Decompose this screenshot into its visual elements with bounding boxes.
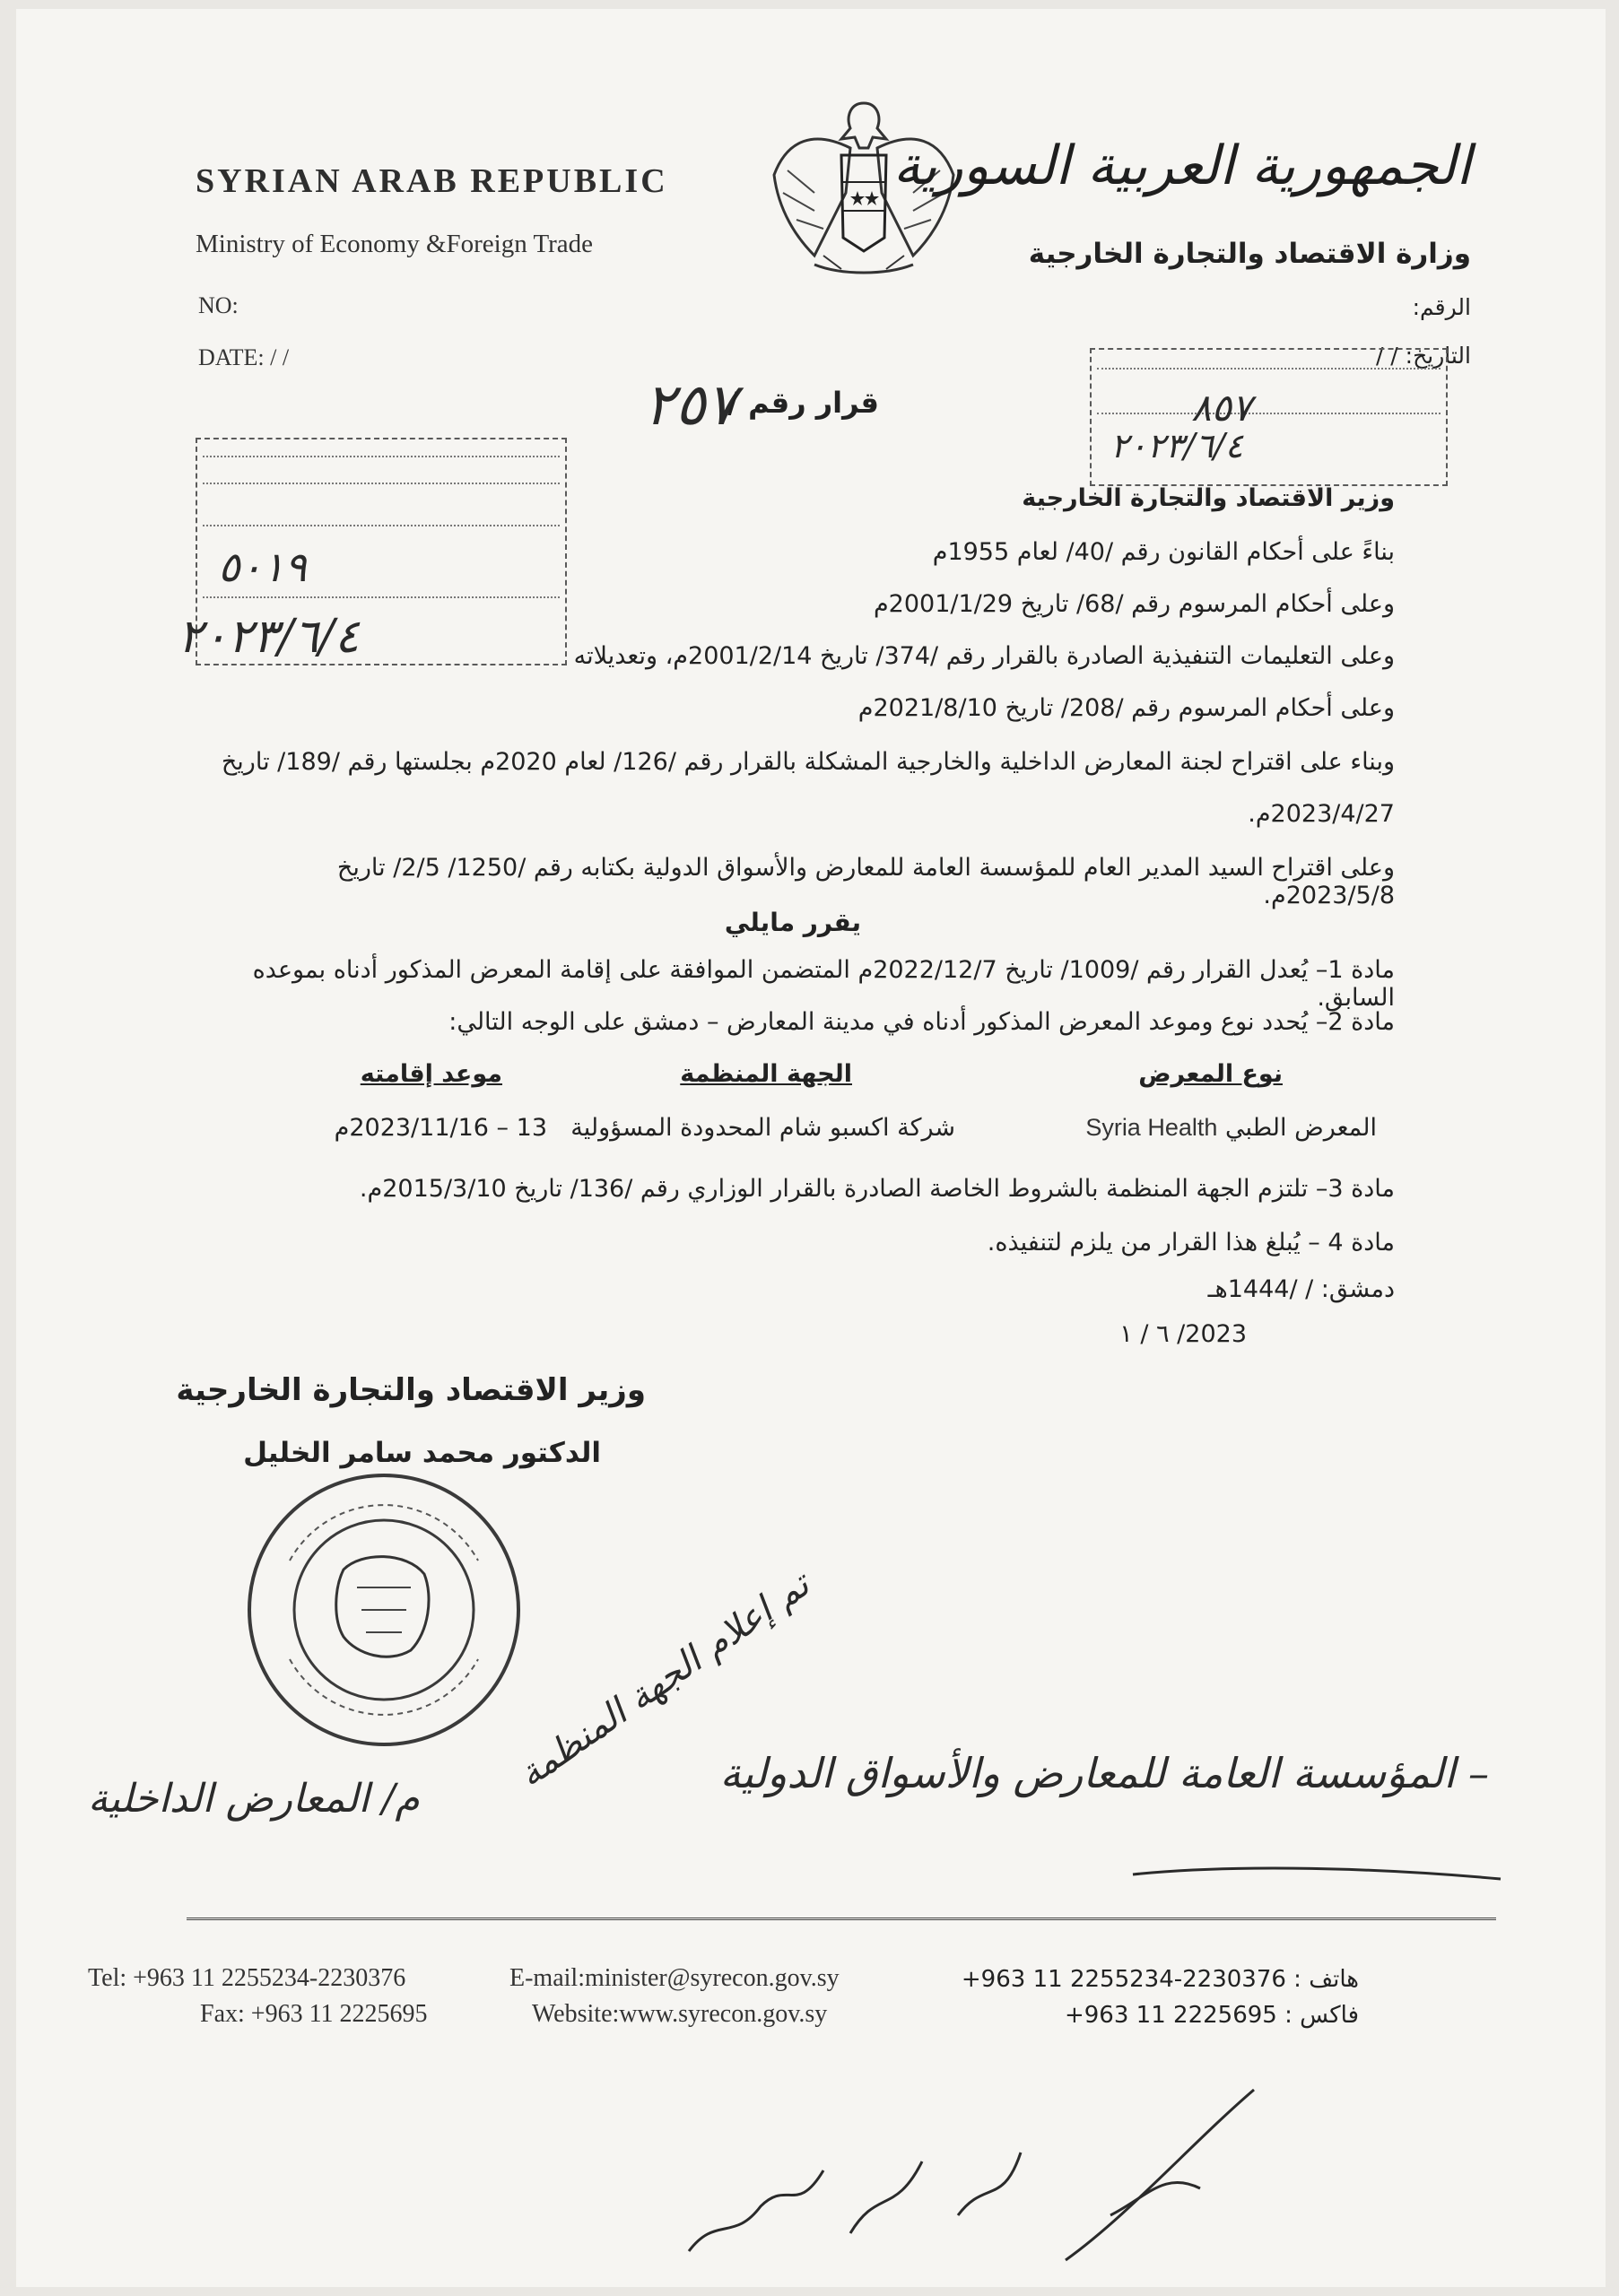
table-cell-dates: 13 – 2023/11/16م (334, 1114, 547, 1142)
preamble-line: وعلى اقتراح السيد المدير العام للمؤسسة العامة للمعارض والأسواق الدولية بكتابه رقم /1250/ 2/5/ تاريخ 2023/5/8م. (336, 854, 1395, 909)
date-label-ar: التاريخ: / / (1375, 343, 1471, 369)
preamble-line: وعلى التعليمات التنفيذية الصادرة بالقرار رقم /374/ تاريخ 2001/2/14م، وتعديلاته (573, 642, 1395, 670)
handwritten-note-right: – المؤسسة العامة للمعارض والأسواق الدولية (719, 1749, 1489, 1797)
decision-issuer: وزير الاقتصاد والتجارة الخارجية (1022, 484, 1395, 512)
registry-stamp-date: ٢٠٢٣/٦/٤ (178, 610, 360, 664)
preamble-line: بناءً على أحكام القانون رقم /40/ لعام 1955م (932, 538, 1395, 566)
ministry-name-ar: وزارة الاقتصاد والتجارة الخارجية (1028, 238, 1471, 270)
signatory-title: وزير الاقتصاد والتجارة الخارجية (176, 1372, 646, 1408)
number-label-en: NO: (198, 292, 239, 318)
official-seal-icon (236, 1462, 532, 1758)
document-page (16, 9, 1606, 2287)
footer-fax-ar: فاكس : 2225695 11 963+ (1064, 2002, 1359, 2029)
footer-email[interactable]: E-mail:minister@syrecon.gov.sy (509, 1964, 840, 1992)
table-cell-organizer: شركة اكسبو شام المحدودة المسؤولية (570, 1114, 955, 1142)
exhibition-type-en: Syria Health (1085, 1114, 1218, 1141)
date-gregorian: 2023/ ٦ / ١ (1119, 1320, 1247, 1348)
footer-website[interactable]: Website:www.syrecon.gov.sy (532, 2000, 828, 2028)
preamble-line: وعلى أحكام المرسوم رقم /68/ تاريخ 2001/1/29م (873, 590, 1395, 618)
incoming-stamp-date: ٢٠٢٣/٦/٤ (1110, 426, 1244, 465)
footer-divider (187, 1918, 1496, 1920)
signatory-name: الدكتور محمد سامر الخليل (243, 1437, 601, 1469)
table-header-organizer: الجهة المنظمة (680, 1060, 852, 1088)
ministry-name-en: Ministry of Economy &Foreign Trade (196, 230, 594, 258)
footer-tel-en: Tel: +963 11 2255234-2230376 (88, 1964, 406, 1992)
footer-fax-en: Fax: +963 11 2225695 (200, 2000, 428, 2028)
decides-heading: يقرر مايلي (724, 908, 861, 937)
preamble-line: وعلى أحكام المرسوم رقم /208/ تاريخ 2021/8/10م (857, 694, 1395, 722)
article-3: مادة 3– تلتزم الجهة المنظمة بالشروط الخاصة الصادرة بالقرار الوزاري رقم /136/ تاريخ 2015/3/10م. (359, 1175, 1395, 1203)
table-header-type: نوع المعرض (1138, 1060, 1283, 1088)
handwritten-note-left: م/ المعارض الداخلية (88, 1776, 420, 1822)
place-date-hijri: دمشق: / /1444هـ (1207, 1275, 1395, 1303)
registry-stamp-number: ٥٠١٩ (218, 543, 307, 591)
article-1: مادة 1– يُعدل القرار رقم /1009/ تاريخ 2022/12/7م المتضمن الموافقة على إقامة المعرض المذكور أدناه بموعده السابق. (252, 956, 1395, 1012)
country-name-en: SYRIAN ARAB REPUBLIC (196, 162, 668, 200)
footer-tel-ar: هاتف : 2230376-2255234 11 963+ (961, 1966, 1359, 1993)
handwritten-underline (1128, 1857, 1505, 1892)
incoming-stamp-number: ٨٥٧ (1191, 386, 1252, 430)
article-2: مادة 2– يُحدد نوع وموعد المعرض المذكور أدناه في مدينة المعارض – دمشق على الوجه التالي: (448, 1008, 1395, 1036)
handwritten-note-middle: تم إعلام الجهة المنظمة (510, 1563, 817, 1796)
preamble-line: 2023/4/27م. (1248, 800, 1395, 828)
date-label-en: DATE: / / (198, 344, 290, 370)
table-cell-type (1085, 1114, 1377, 1142)
handwritten-scrawl-icon (662, 2036, 1290, 2278)
number-label-ar: الرقم: (1412, 294, 1471, 320)
decision-number: ٢٥٧ (644, 372, 737, 439)
decision-title: قرار رقم / (727, 386, 879, 420)
country-name-ar: الجمهورية العربية السورية (892, 135, 1471, 197)
table-header-dates: موعد إقامته (360, 1060, 502, 1088)
article-4: مادة 4 – يُبلغ هذا القرار من يلزم لتنفيذه. (987, 1229, 1395, 1257)
preamble-line: وبناء على اقتراح لجنة المعارض الداخلية والخارجية المشكلة بالقرار رقم /126/ لعام 2020م بجلستها رقم /189/ تاريخ (221, 748, 1395, 776)
exhibition-type-ar: المعرض الطبي (1224, 1114, 1377, 1142)
